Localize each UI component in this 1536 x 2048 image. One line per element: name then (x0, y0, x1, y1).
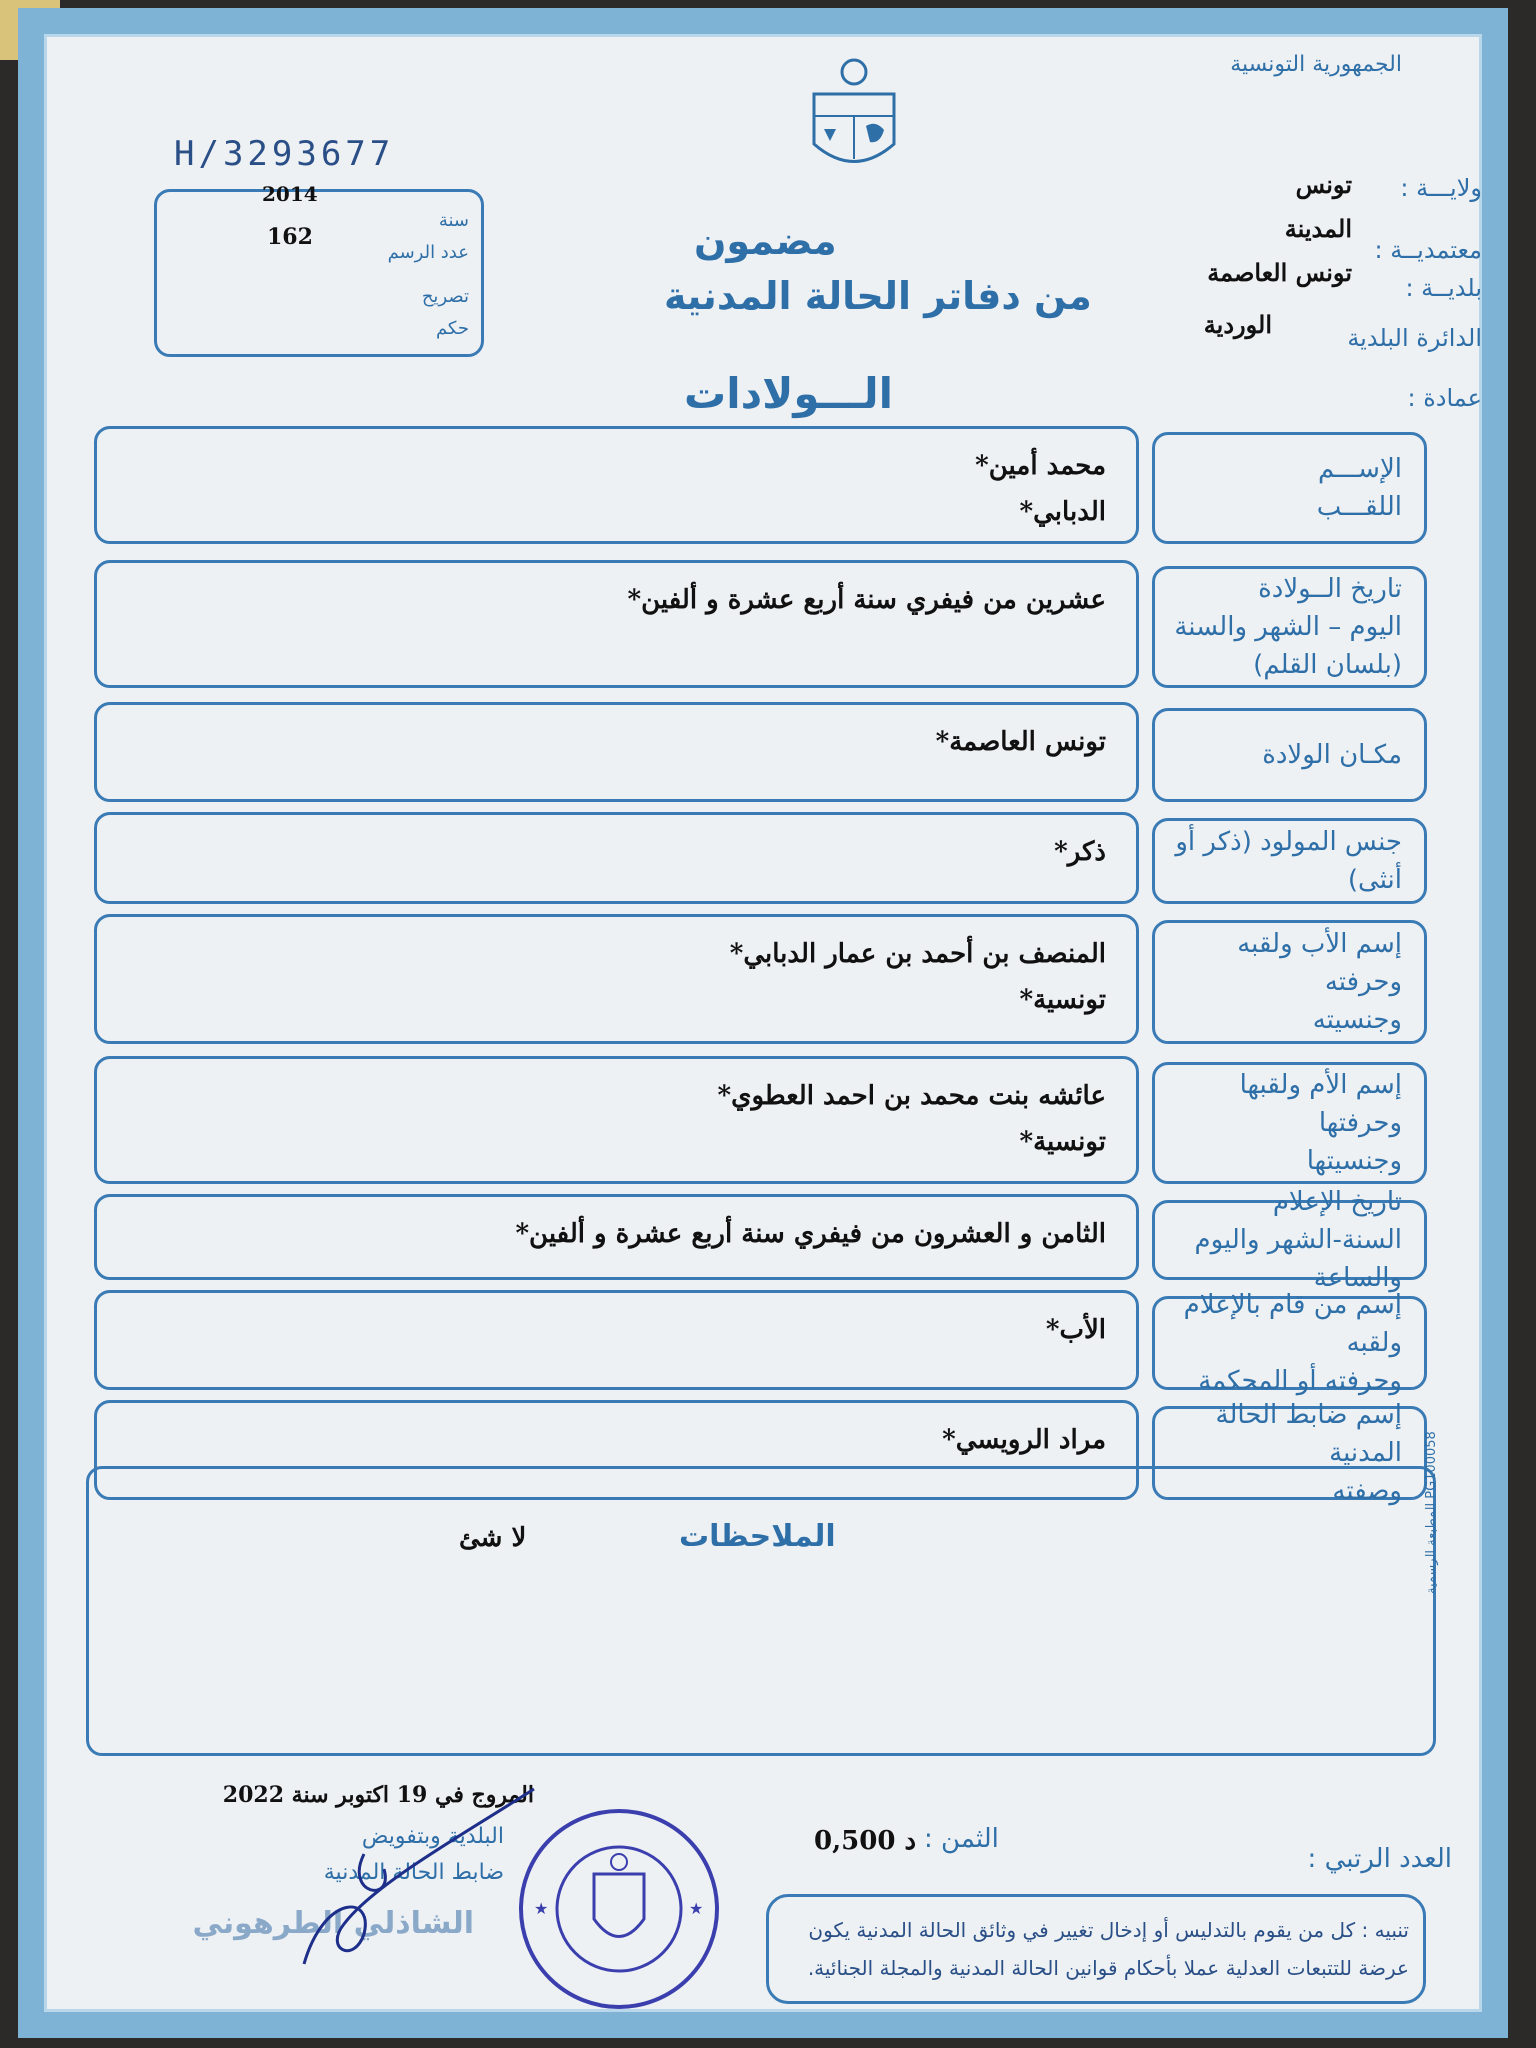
wilaya-value: تونس (1295, 170, 1352, 199)
place-date: المروج في 19 اكتوبر سنة 2022 (222, 1782, 534, 1808)
register-judgment-label: حكم (435, 318, 469, 339)
remarks-box (86, 1466, 1436, 1756)
register-year-label: سنة (438, 210, 469, 231)
svg-text:★: ★ (534, 1899, 549, 1918)
field-value-box (94, 1194, 1139, 1280)
field-value: المنصف بن أحمد بن عمار الدبابي* (729, 939, 1106, 969)
title-line2: من دفاتر الحالة المدنية (664, 274, 1092, 318)
field-label: وجنسيتها (1306, 1146, 1402, 1176)
field-value: مراد الرويسي* (942, 1425, 1106, 1455)
field-value: تونسية* (1019, 1127, 1106, 1157)
officer-name: الشاذلي الطرهوني (192, 1906, 474, 1941)
notice-box (766, 1894, 1426, 2004)
field-value-box (94, 812, 1139, 904)
register-box (154, 182, 484, 357)
register-number-value: 162 (267, 224, 313, 250)
field-value: تونسية* (1019, 985, 1106, 1015)
field-label-box (1152, 708, 1427, 802)
field-value-box (94, 702, 1139, 802)
field-value: الثامن و العشرون من فيفري سنة أربع عشرة و ألفين* (515, 1219, 1106, 1249)
price-label: الثمن : (924, 1824, 999, 1854)
daira-value: الوردية (1203, 310, 1272, 339)
field-value-box (94, 1056, 1139, 1184)
republic-label: الجمهورية التونسية (1230, 52, 1402, 77)
officer-line1: البلدية وبتفويض (361, 1824, 504, 1849)
field-label-box (1152, 1187, 1427, 1293)
field-label: جنس المولود (ذكر أو أنثى) (1175, 827, 1402, 895)
handwritten-signature (284, 1774, 544, 1978)
field-label: السنة-الشهر واليوم والساعة (1194, 1225, 1402, 1293)
field-value: عائشه بنت محمد بن احمد العطوي* (717, 1081, 1106, 1111)
register-year-value: 2014 (262, 182, 318, 206)
field-label: وصفته (1332, 1476, 1402, 1506)
motamadia-value: المدينة (1284, 214, 1352, 243)
remarks-value: لا شئ (459, 1523, 527, 1553)
register-declaration-label: تصريح (421, 286, 469, 307)
register-number-label: عدد الرسم (387, 242, 469, 263)
field-label: تاريخ الــولادة (1258, 574, 1402, 604)
field-value-box (94, 1290, 1139, 1390)
birth-certificate-document (18, 8, 1508, 2038)
field-value: تونس العاصمة* (935, 727, 1106, 757)
field-label: اليوم – الشهر والسنة (1174, 612, 1402, 642)
officer-line2: ضابط الحالة المدنية (323, 1860, 504, 1885)
notice-text: تنبيه : كل من يقوم بالتدليس أو إدخال تغيير في وثائق الحالة المدنية يكون عرضة للتتبعات العدلية عملا بأحكام قوانين الحالة المدنية والمجلة الجنائية. (807, 1918, 1409, 1980)
field-label: إسم من قام بالإعلام ولقبه (1183, 1290, 1402, 1358)
official-stamp-icon (514, 1804, 724, 2014)
field-label-box (1152, 566, 1427, 688)
field-label: إسم الأب ولقبه وحرفته (1237, 929, 1402, 997)
field-label-box (1152, 1290, 1427, 1396)
field-label-box (1152, 920, 1427, 1044)
field-value-box (94, 426, 1139, 544)
tunisia-emblem-icon (804, 54, 904, 184)
baladia-value: تونس العاصمة (1207, 258, 1352, 287)
price-value: 0,500 د (814, 1826, 917, 1856)
field-label: (بلسان القلم) (1253, 650, 1402, 680)
field-value: عشرين من فيفري سنة أربع عشرة و ألفين* (627, 585, 1106, 615)
title-line1: مضمون (694, 219, 837, 263)
field-label-box (1152, 818, 1427, 904)
field-label: تاريخ الإعلام (1272, 1187, 1402, 1217)
field-label: إسم ضابط الحالة المدنية (1215, 1400, 1402, 1468)
svg-text:★: ★ (689, 1899, 704, 1918)
field-value-box (94, 560, 1139, 688)
field-label: اللقـــب (1316, 492, 1402, 522)
printer-code: المطبعة الرسمية PG100058 (1424, 1431, 1439, 1594)
field-value: محمد أمين* (975, 451, 1106, 481)
field-label: الإســـم (1318, 454, 1402, 484)
field-label: مكـان الولادة (1262, 740, 1402, 770)
section-title: الـــولادات (684, 369, 893, 418)
serial-number: H/3293677 (174, 134, 395, 174)
field-label: إسم الأم ولقبها وحرفتها (1239, 1070, 1402, 1138)
field-value: الدبابي* (1019, 497, 1106, 527)
serial-label: العدد الرتبي : (1307, 1844, 1452, 1874)
baladia-label: بلديــة : (1405, 274, 1482, 302)
daira-label: الدائرة البلدية (1347, 324, 1482, 352)
field-value: الأب* (1045, 1315, 1106, 1345)
field-value-box (94, 914, 1139, 1044)
wilaya-label: ولايـــة : (1400, 174, 1482, 202)
motamadia-label: معتمديــة : (1374, 236, 1482, 264)
field-value: ذكر* (1054, 837, 1106, 867)
field-label-box (1152, 1062, 1427, 1184)
remarks-label: الملاحظات (679, 1519, 836, 1554)
field-label: وحرفته أو المحكمة (1198, 1366, 1402, 1396)
field-label: وجنسيته (1312, 1005, 1402, 1035)
field-label-box (1152, 432, 1427, 544)
imada-label: عمادة : (1407, 384, 1482, 412)
